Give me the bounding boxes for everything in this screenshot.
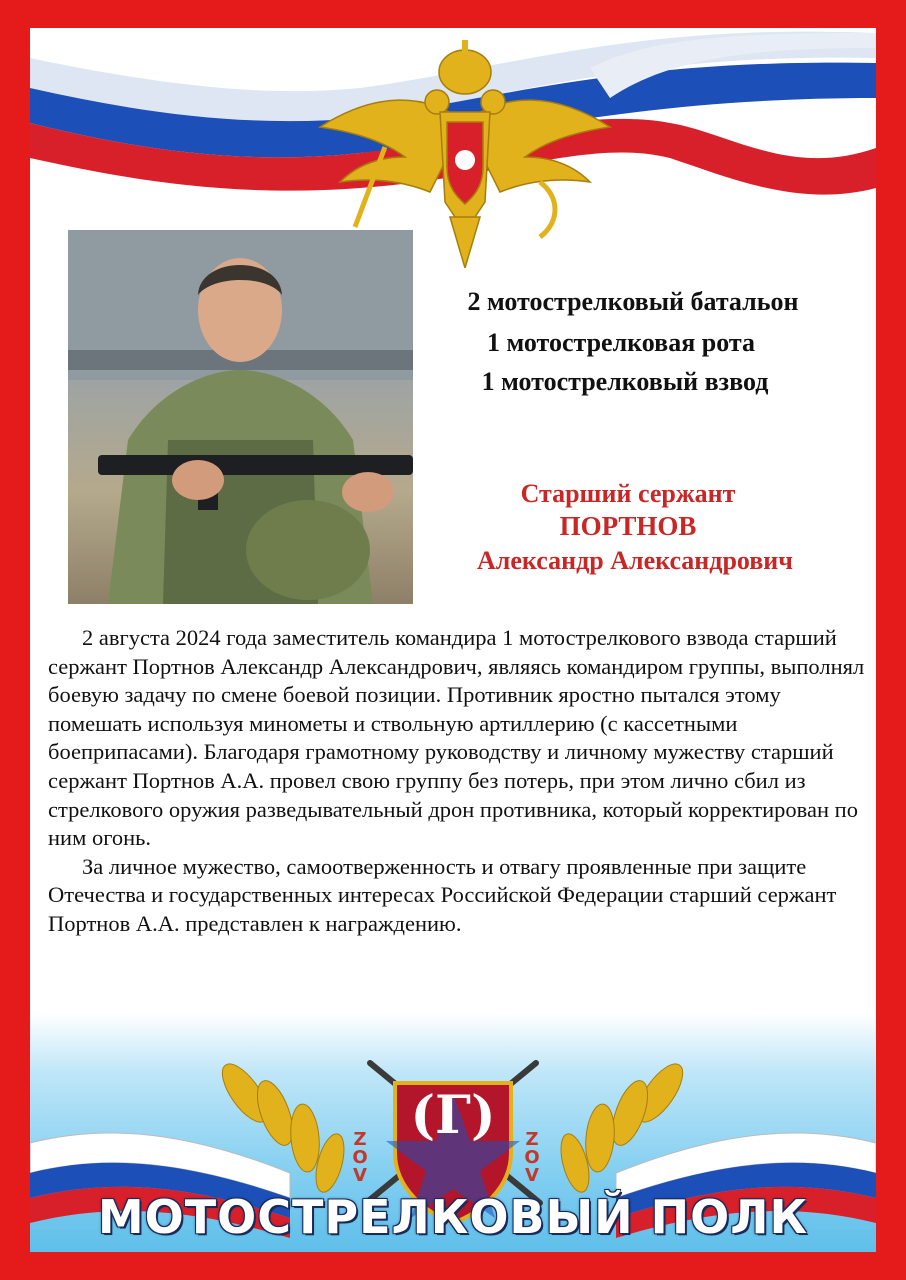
citation-paragraph-2: За личное мужество, самоотверженность и отвагу проявленные при защите Отечества и государственных интересах Российской Федерации старший сержант Портнов А.А. представлен к награждению. <box>48 853 837 936</box>
soldier-photo <box>68 230 413 604</box>
battalion-label: 2 мотострелковый батальон <box>467 287 799 316</box>
rank-label: Старший сержант <box>520 479 736 508</box>
zov-left-label: Z O V <box>352 1129 368 1186</box>
surname-label: ПОРТНОВ <box>559 511 697 541</box>
shield-letter: (Г) <box>410 1085 496 1146</box>
citation-text <box>48 624 868 939</box>
regiment-banner <box>30 1013 876 1252</box>
company-label: 1 мотострелковая рота <box>487 328 755 357</box>
zov-right-label: Z O V <box>524 1129 540 1186</box>
citation-paragraph-1: 2 августа 2024 года заместитель командира 1 мотострелкового взвода старший сержант Портнов Александр Александрович, являясь командиром группы, выполнял боевую задачу по смене боевой позиции. Противник яростно пытался этому помешать используя минометы и ствольную артиллерию (с кассетными боеприпасами). Благодаря грамотному руководству и личному мужеству старший сержант Портнов А.А. провел свою группу без потерь, при этом лично сбил из стрелкового оружия разведывательный дрон противника, который корректирован по ним огонь. <box>48 625 865 851</box>
regiment-title: МОТОСТРЕЛКОВЫЙ ПОЛК <box>97 1190 809 1244</box>
full-name-label: Александр Александрович <box>477 546 793 575</box>
certificate-page <box>30 28 876 1252</box>
platoon-label: 1 мотострелковый взвод <box>481 367 769 396</box>
